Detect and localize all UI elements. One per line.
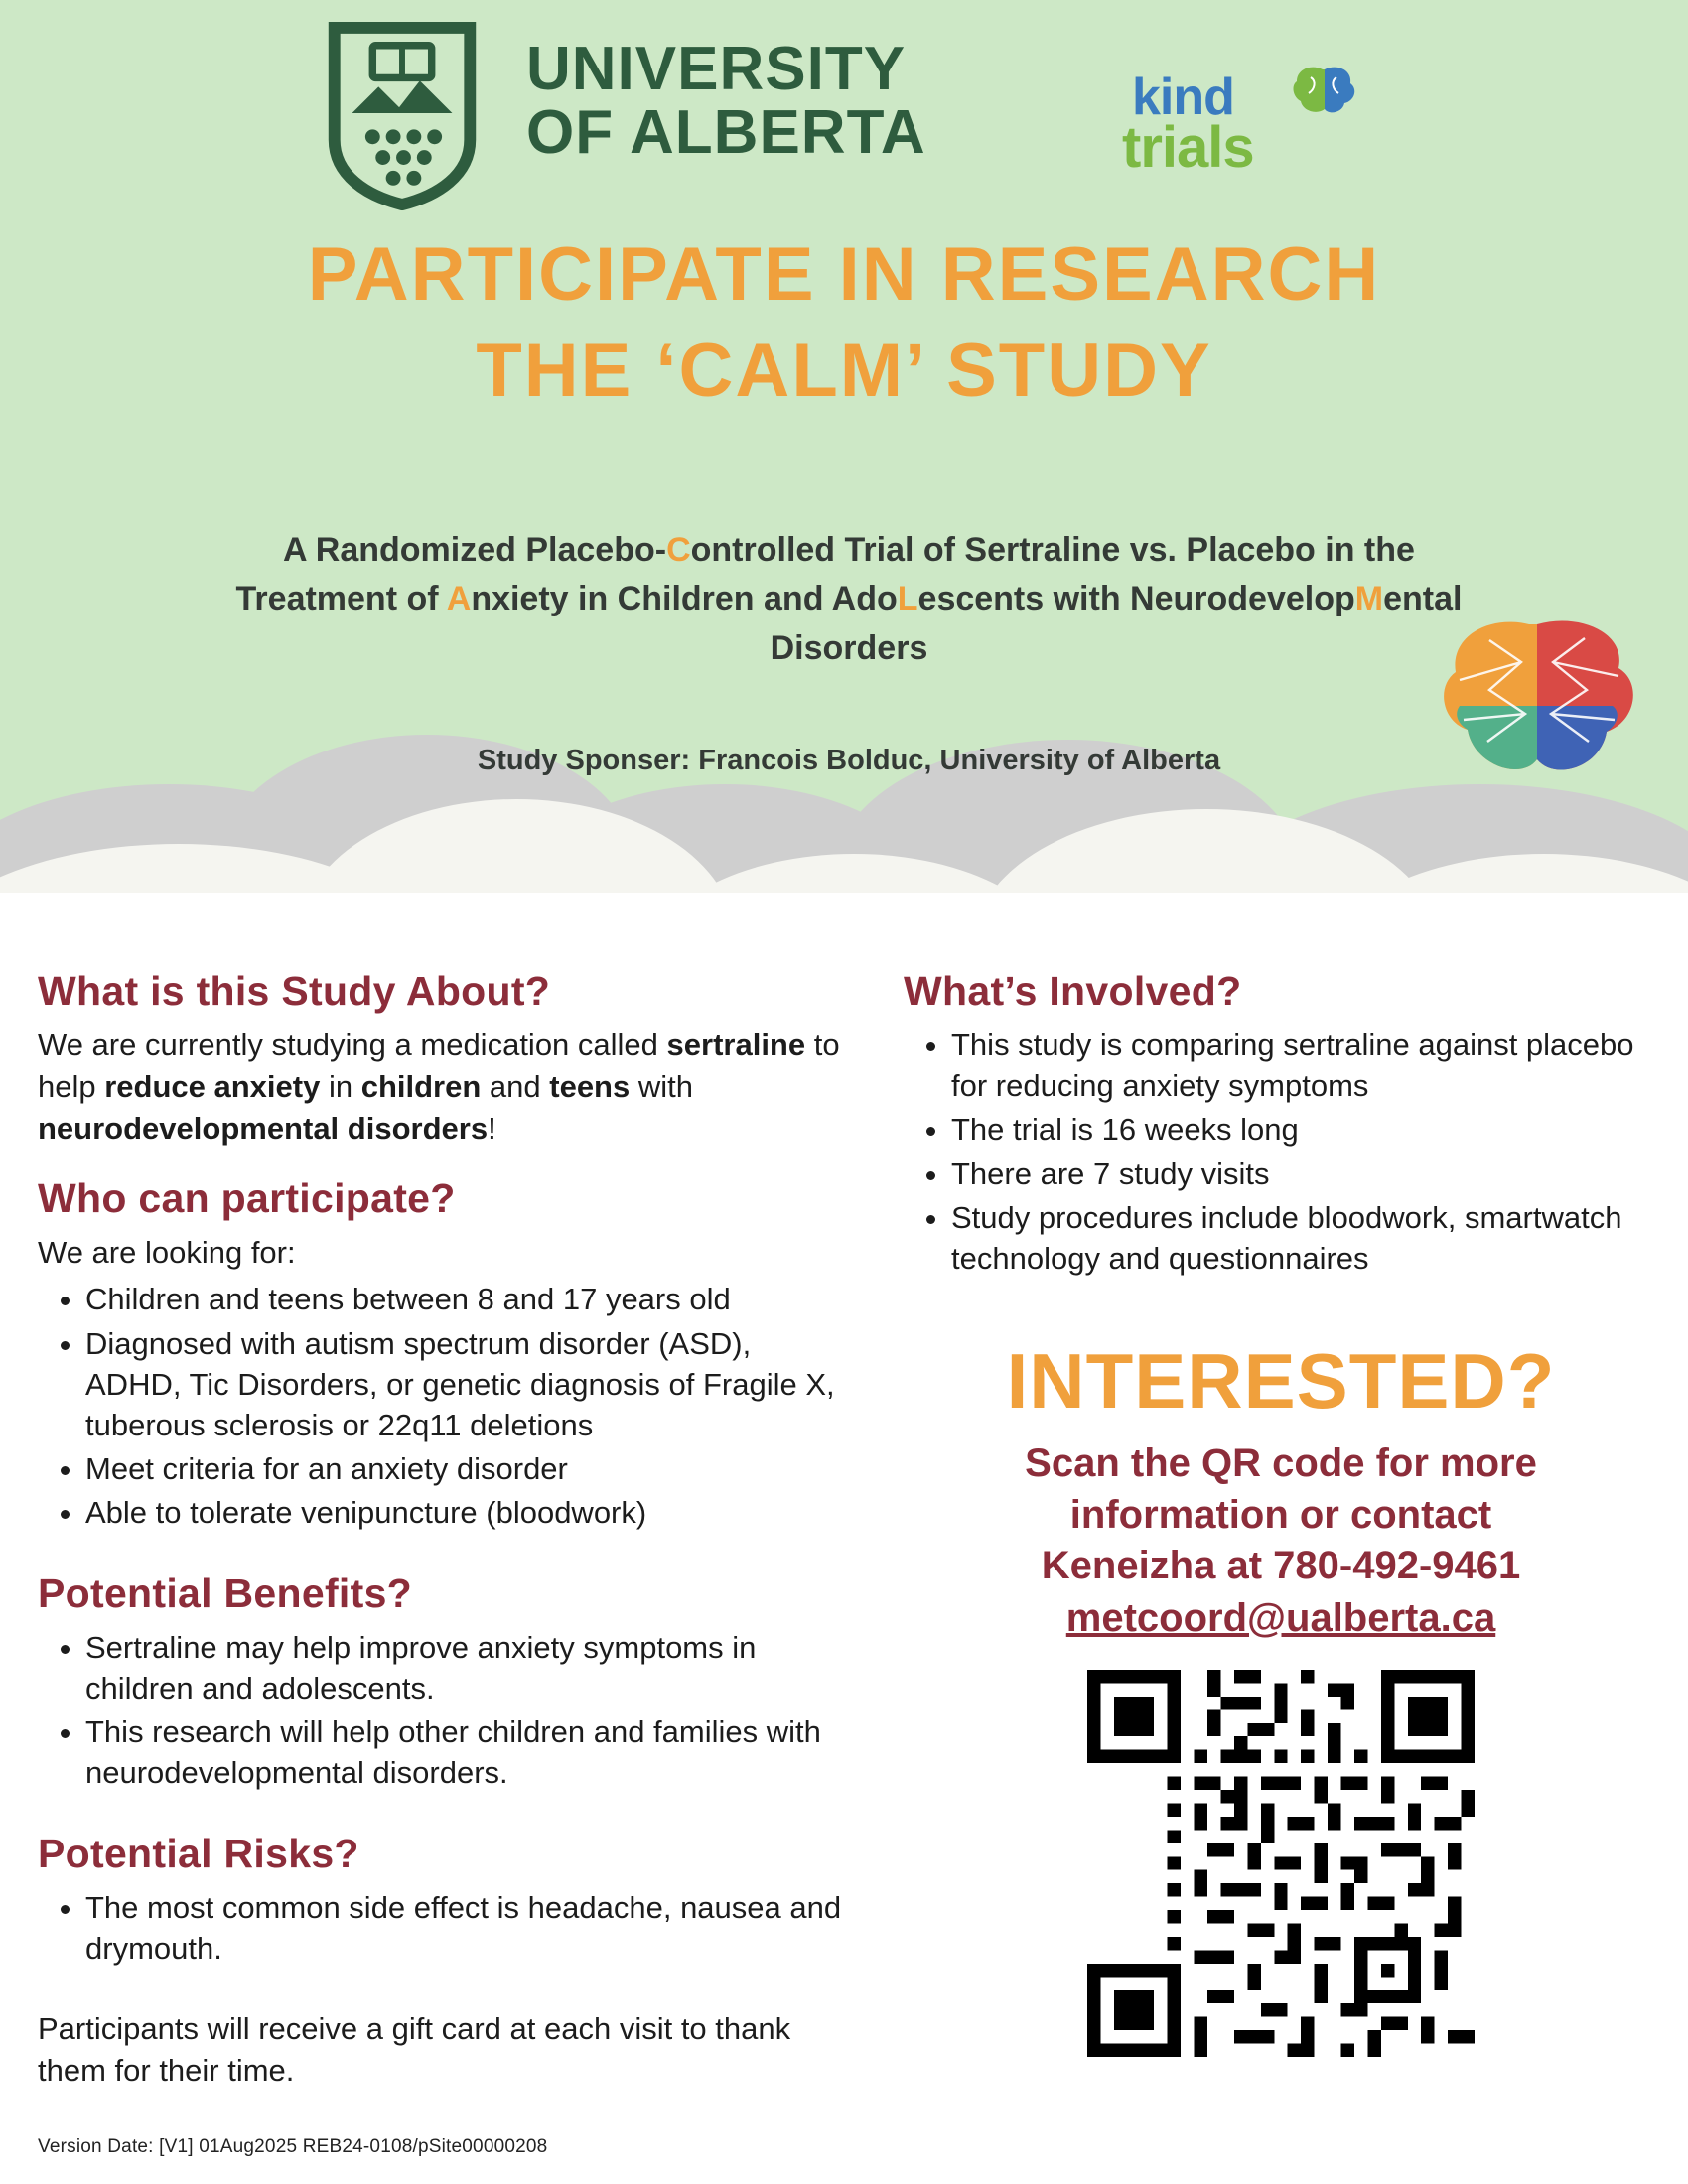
subtitle-letter-l: L (897, 580, 918, 618)
about-bold-4: teens (549, 1068, 631, 1104)
study-sponsor: Study Sponser: Francois Bolduc, University of Alberta (477, 745, 1221, 776)
university-wordmark (526, 35, 1082, 167)
scan-line-2: information or contact (1069, 1492, 1492, 1537)
involved-list (904, 1024, 1658, 1279)
left-column (38, 968, 842, 2092)
about-text-2: to help (38, 1027, 840, 1104)
right-column (904, 968, 1658, 2057)
poster-title (0, 226, 1688, 420)
university-shield-icon (328, 22, 477, 210)
list-item: • This research will help other children and families with neurodevelopmental disorders. (85, 1711, 842, 1793)
benefits-list (38, 1627, 842, 1794)
list-item: • The trial is 16 weeks long (951, 1109, 1658, 1150)
university-wordmark-line2: OF ALBERTA (526, 97, 926, 167)
about-text-3: in (320, 1068, 361, 1104)
spacer (38, 1537, 842, 1570)
university-wordmark-line1: UNIVERSITY (526, 35, 907, 103)
subtitle-part4: escents with Neurodevelop (917, 580, 1355, 618)
gift-card-note: Participants will receive a gift card at each visit to thank them for their time. (38, 2011, 791, 2088)
qr-code-graphic (1087, 1670, 1475, 2057)
about-bold-5: neurodevelopmental disorders (38, 1110, 489, 1146)
kind-trials-trials-label: trials (1122, 115, 1254, 180)
section-heading-about: What is this Study About? (38, 968, 551, 1014)
about-paragraph (38, 1024, 842, 1150)
list-item: • There are 7 study visits (951, 1154, 1658, 1194)
list-item: • Diagnosed with autism spectrum disorder (ASD), ADHD, Tic Disorders, or genetic diagnosis of Fragile X, tuberous sclerosis or 22q11 deletions (85, 1323, 842, 1446)
scan-line-3: Keneizha at 780-492-9461 (1041, 1543, 1521, 1587)
who-intro: We are looking for: (38, 1234, 296, 1270)
about-bold-3: children (360, 1068, 482, 1104)
about-bold-1: sertraline (666, 1027, 806, 1062)
contact-email-link[interactable]: metcoord@ualberta.ca (1065, 1595, 1496, 1640)
colorful-brain-icon (1430, 611, 1648, 799)
about-text-4: and (481, 1068, 550, 1104)
subtitle-part3: nxiety in Children and Ado (471, 580, 898, 618)
subtitle-part1: A Randomized Placebo- (283, 531, 667, 569)
subtitle-letter-m: M (1354, 580, 1384, 618)
poster-title-line2: THE ‘CALM’ STUDY (476, 329, 1212, 414)
list-item: • This study is comparing sertraline against placebo for reducing anxiety symptoms (951, 1024, 1658, 1106)
who-list (38, 1279, 842, 1533)
about-text-5: with (630, 1068, 693, 1104)
section-heading-who: Who can participate? (38, 1174, 456, 1221)
poster-title-line1: PARTICIPATE IN RESEARCH (307, 232, 1381, 317)
version-date: Version Date: [V1] 01Aug2025 REB24-0108/pSite00000208 (38, 2136, 548, 2157)
about-text-6: ! (488, 1110, 496, 1146)
subtitle-letter-c: C (666, 531, 691, 569)
scan-line-1: Scan the QR code for more (1025, 1441, 1537, 1486)
brain-icon (1289, 62, 1358, 121)
list-item: • Sertraline may help improve anxiety symptoms in children and adolescents. (85, 1627, 842, 1708)
section-heading-benefits: Potential Benefits? (38, 1570, 413, 1616)
subtitle-part2: ontrolled Trial of Sertraline vs. Placebo in the Treatment of (235, 531, 1415, 618)
about-bold-2: reduce anxiety (104, 1068, 321, 1104)
list-item: • Children and teens between 8 and 17 years old (85, 1279, 842, 1319)
qr-code-icon[interactable] (1087, 1670, 1475, 2057)
list-item: • Able to tolerate venipuncture (bloodwork) (85, 1492, 842, 1533)
subtitle-letter-a: A (446, 580, 472, 618)
list-item: • Meet criteria for an anxiety disorder (85, 1448, 842, 1489)
interested-heading: INTERESTED? (1006, 1337, 1556, 1426)
header-logos (0, 10, 1688, 223)
kind-trials-kind-label: kind (1132, 68, 1234, 126)
subtitle-part5: ental Disorders (770, 580, 1463, 667)
about-text-1: We are currently studying a medication called (38, 1027, 667, 1062)
kind-trials-logo (1122, 60, 1370, 189)
poster-subtitle (209, 526, 1489, 673)
section-heading-risks: Potential Risks? (38, 1830, 359, 1876)
list-item: • The most common side effect is headache, nausea and drymouth. (85, 1887, 842, 1969)
list-item: • Study procedures include bloodwork, smartwatch technology and questionnaires (951, 1197, 1658, 1279)
spacer (38, 1150, 842, 1175)
risks-list (38, 1887, 842, 1969)
spacer (38, 1797, 842, 1831)
section-heading-involved: What’s Involved? (904, 968, 1242, 1014)
scan-instructions (904, 1438, 1658, 1644)
